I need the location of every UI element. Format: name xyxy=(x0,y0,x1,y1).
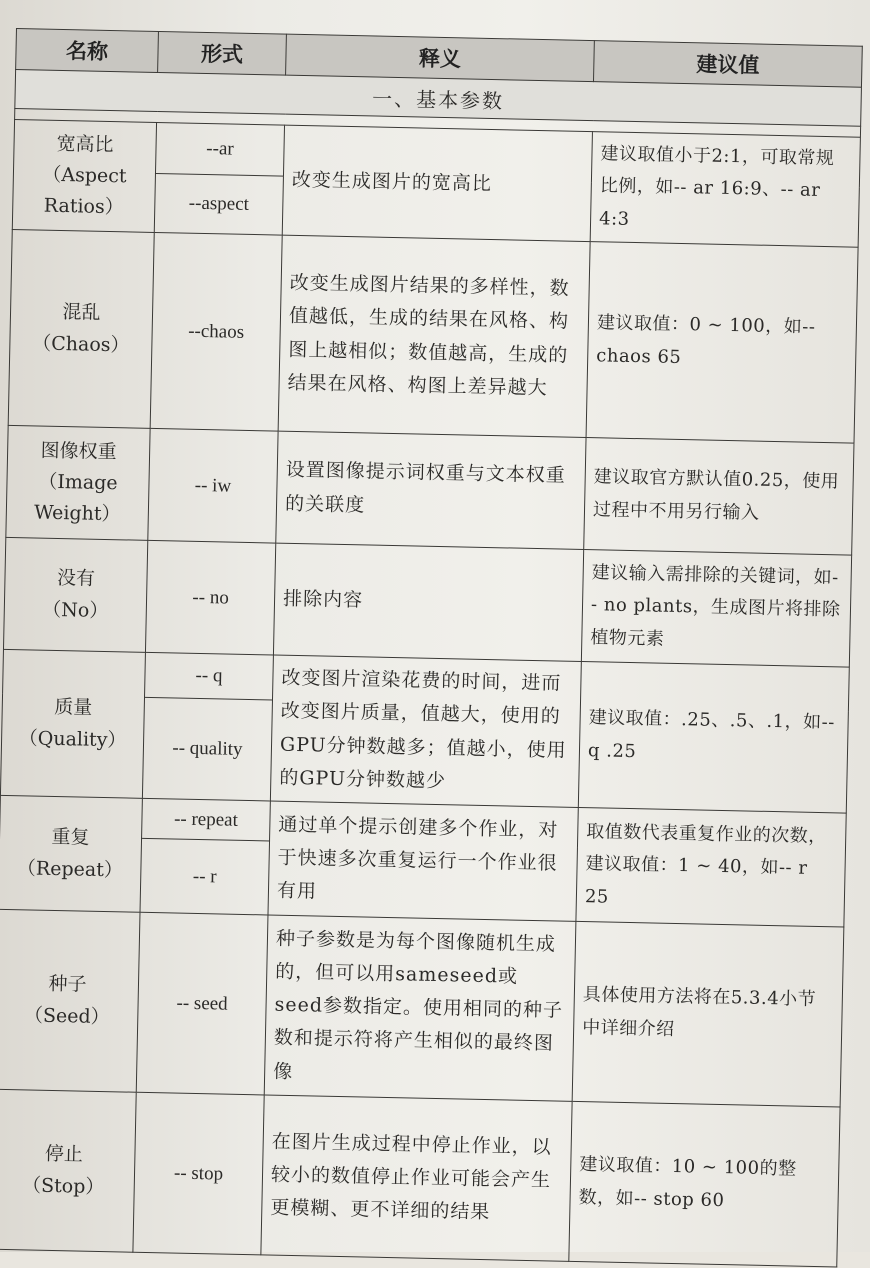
param-desc: 改变图片渲染花费的时间，进而改变图片质量，值越大，使用的GPU分钟数越多；值越小，使用的GPU分钟数越少 xyxy=(270,655,581,807)
param-name xyxy=(12,119,156,232)
table-row xyxy=(0,909,844,1107)
param-name xyxy=(6,426,150,541)
param-name-cn: 没有 xyxy=(56,567,96,591)
param-name-cn: 图像权重 xyxy=(40,439,117,463)
param-name-cn: 混乱 xyxy=(62,301,101,325)
param-form: -- repeat xyxy=(142,798,271,841)
param-desc: 改变生成图片结果的多样性，数值越低，生成的结果在风格、构图上越相似；数值越高，生成的结果在风格、构图上差异越大 xyxy=(278,235,590,437)
param-name xyxy=(0,796,142,913)
param-desc: 通过单个提示创建多个作业，对于快速多次重复运行一个作业很有用 xyxy=(268,801,578,921)
param-name-en: （Chaos） xyxy=(32,332,130,357)
table-row xyxy=(0,1089,840,1267)
param-name-en: （Quality） xyxy=(18,726,127,752)
param-desc: 在图片生成过程中停止作业，以较小的数值停止作业可能会产生更模糊、更不详细的结果 xyxy=(261,1095,572,1261)
header-rec: 建议值 xyxy=(594,41,863,88)
param-name-en: （No） xyxy=(42,598,109,622)
param-name-en: （Aspect Ratios） xyxy=(42,163,127,219)
param-desc: 设置图像提示词权重与文本权重的关联度 xyxy=(276,431,586,549)
param-rec: 建议输入需排除的关键词，如-- no plants，生成图片将排除植物元素 xyxy=(581,550,851,668)
param-name-en: （Repeat） xyxy=(16,856,124,882)
param-name-en: （Seed） xyxy=(23,1004,110,1028)
table-row xyxy=(3,538,851,668)
parameter-table xyxy=(0,28,863,1268)
param-name-cn: 重复 xyxy=(51,826,90,850)
param-name-cn: 种子 xyxy=(48,973,87,997)
param-rec: 建议取官方默认值0.25，使用过程中不用另行输入 xyxy=(584,438,854,556)
param-form: -- no xyxy=(145,541,275,656)
header-form: 形式 xyxy=(158,31,287,75)
table-row xyxy=(6,426,854,556)
param-form: --ar xyxy=(155,122,284,175)
param-form: -- r xyxy=(140,838,270,915)
param-desc: 改变生成图片的宽高比 xyxy=(282,125,592,242)
param-name-cn: 宽高比 xyxy=(56,132,114,156)
table-row xyxy=(8,230,858,444)
param-name xyxy=(0,1089,136,1252)
param-form: -- q xyxy=(145,653,274,700)
param-rec: 具体使用方法将在5.3.4小节中详细介绍 xyxy=(572,922,844,1108)
param-form: --aspect xyxy=(154,173,283,235)
param-form: --chaos xyxy=(150,233,282,432)
param-name xyxy=(3,538,147,653)
param-name xyxy=(0,909,140,1092)
param-rec: 建议取值：0 ~ 100，如-- chaos 65 xyxy=(586,242,858,444)
param-name-en: （Stop） xyxy=(21,1174,105,1198)
param-rec: 建议取值小于2:1，可取常规比例，如-- ar 16:9、-- ar 4:3 xyxy=(590,132,860,248)
param-form: -- seed xyxy=(136,912,268,1095)
header-name: 名称 xyxy=(16,29,159,73)
param-name-cn: 停止 xyxy=(44,1143,84,1166)
section-title: 一、基本参数 xyxy=(15,70,862,127)
param-name-en: （Image Weight） xyxy=(33,470,121,526)
param-form: -- quality xyxy=(142,697,272,801)
param-rec: 建议取值：10 ~ 100的整数，如-- stop 60 xyxy=(569,1102,840,1268)
param-form: -- stop xyxy=(133,1092,264,1255)
header-desc: 释义 xyxy=(286,34,595,81)
param-name xyxy=(0,650,145,799)
param-desc: 种子参数是为每个图像随机生成的，但可以用sameseed或seed参数指定。使用相同的种子数和提示符将产生相似的最终图像 xyxy=(264,915,576,1101)
param-name xyxy=(8,230,154,429)
param-name-cn: 质量 xyxy=(54,696,93,720)
param-form: -- iw xyxy=(148,429,278,544)
param-rec: 建议取值：.25、.5、.1，如-- q .25 xyxy=(578,662,849,814)
param-rec: 取值数代表重复作业的次数，建议取值：1 ~ 40，如-- r 25 xyxy=(576,808,846,928)
param-desc: 排除内容 xyxy=(273,543,583,661)
